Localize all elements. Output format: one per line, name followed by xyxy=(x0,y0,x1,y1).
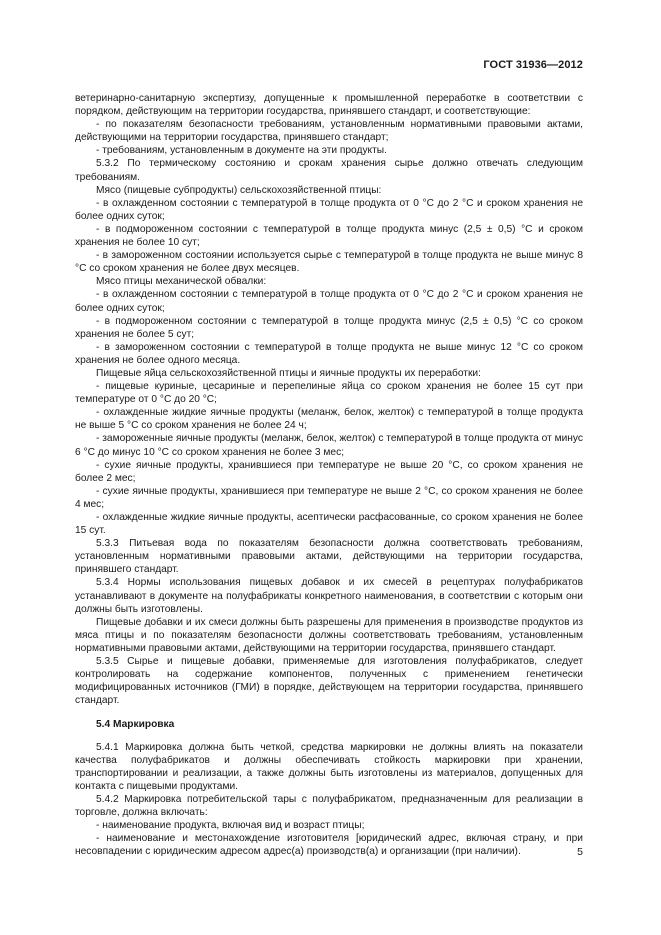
list-item-table-eggs: - пищевые куриные, цесариные и перепелиные яйца со сроком хранения не более 15 сут при температуре от 0 °C до 20 °C; xyxy=(75,381,583,406)
section-title-5-4: 5.4 Маркировка xyxy=(96,719,175,731)
clause-5-4-2: 5.4.2 Маркировка потребительской тары с полуфабрикатом, предназначенным для реализации в торговле, должна включать: xyxy=(75,793,583,818)
clause-5-4-1: 5.4.1 Маркировка должна быть четкой, средства маркировки не должны влиять на показатели качества полуфабрикатов и должны обеспечивать стойкость маркировки при хранении, транспортировании и реализации, а также должны быть изготовлены из материалов, допущенных для контакта с пищевыми продуктами. xyxy=(75,741,583,792)
list-item-document-requirements: - требованиям, установленным в документе на эти продукты. xyxy=(96,145,387,157)
clause-5-3-3: 5.3.3 Питьевая вода по показателям безопасности должна соответствовать требованиям, установленным нормативными правовыми актами, действующими на территории государства, принявшего стандарт. xyxy=(75,538,583,576)
list-item-product-name: - наименование продукта, включая вид и возраст птицы; xyxy=(96,820,365,832)
subheading-poultry-meat: Мясо (пищевые субпродукты) сельскохозяйственной птицы: xyxy=(96,184,382,196)
list-item-dry-egg-2c: - сухие яичные продукты, хранившиеся при температуре не выше 2 °C, со сроком хранения не более 4 мес; xyxy=(75,485,583,510)
list-item-subfrozen-meat: - в подмороженном состоянии с температурой в толще продукта минус (2,5 ± 0,5) °C и сроком хранения не более 10 сут; xyxy=(75,223,583,249)
document-body xyxy=(75,92,583,858)
list-item-subfrozen-mdm: - в подмороженном состоянии с температурой в толще продукта минус (2,5 ± 0,5) °C со сроком хранения не более 5 сут; xyxy=(75,315,583,340)
subheading-mechanically-deboned: Мясо птицы механической обвалки: xyxy=(96,276,267,288)
clause-5-3-2: 5.3.2 По термическому состоянию и срокам хранения сырье должно отвечать следующим требованиям. xyxy=(75,158,583,183)
page-header-standard-id: ГОСТ 31936—2012 xyxy=(483,59,583,71)
list-item-safety-requirements: - по показателям безопасности требованиям, установленным нормативными правовыми актами, действующими на территории государства, принявшего стандарт; xyxy=(75,119,583,144)
list-item-frozen-meat: - в замороженном состоянии используется сырье с температурой в толще продукта не выше минус 8 °C со сроком хранения не более двух месяцев. xyxy=(75,250,583,275)
subheading-eggs: Пищевые яйца сельскохозяйственной птицы и яичные продукты их переработки: xyxy=(96,367,481,379)
paragraph-continuation: ветеринарно-санитарную экспертизу, допущенные к промышленной переработке в соответствии с порядком, действующим на территории государства, принявшего стандарт, и соответствующие: xyxy=(75,93,583,118)
clause-5-3-4: 5.3.4 Нормы использования пищевых добавок и их смесей в рецептурах полуфабрикатов устанавливают в документе на полуфабрикаты конкретного наименования, в соответствии с которым они должны быть изготовлены. xyxy=(75,577,583,615)
list-item-frozen-mdm: - в замороженном состоянии с температурой в толще продукта не выше минус 12 °C со сроком хранения не более одного месяца. xyxy=(75,341,583,366)
list-item-chilled-mdm: - в охлажденном состоянии с температурой в толще продукта от 0 °C до 2 °C и сроком хранения не более одних суток; xyxy=(75,289,583,314)
list-item-chilled-meat: - в охлажденном состоянии с температурой в толще продукта от 0 °C до 2 °C и сроком хранения не более одних суток; xyxy=(75,197,583,222)
paragraph-food-additives: Пищевые добавки и их смеси должны быть разрешены для применения в производстве продуктов из мяса птицы и по показателям безопасности должны соответствовать требованиям, установленным нормативными правовыми актами, действующими на территории государства, принявшего стандарт. xyxy=(75,616,583,654)
list-item-chilled-egg-products: - охлажденные жидкие яичные продукты (меланж, белок, желток) с температурой в толще продукта не выше 5 °C со сроком хранения не более 24 ч; xyxy=(75,407,583,432)
list-item-aseptic-egg-products: - охлажденные жидкие яичные продукты, асептически расфасованные, со сроком хранения не более 15 сут. xyxy=(75,512,583,537)
list-item-manufacturer: - наименование и местонахождение изготовителя [юридический адрес, включая страну, и при несовпадении с юридическим адресом адрес(а) производств(а) и организации (при наличии). xyxy=(75,833,583,858)
page-number: 5 xyxy=(577,846,583,858)
list-item-frozen-egg-products: - замороженные яичные продукты (меланж, белок, желток) с температурой в толще продукта от минус 6 °C до минус 10 °C со сроком хранения не более 3 мес; xyxy=(75,433,583,458)
list-item-dry-egg-20c: - сухие яичные продукты, хранившиеся при температуре не выше 20 °C, со сроком хранения не более 2 мес; xyxy=(75,459,583,484)
clause-5-3-5: 5.3.5 Сырье и пищевые добавки, применяемые для изготовления полуфабрикатов, следует контролировать на содержание компонентов, полученных с применением генетически модифицированных источников (ГМИ) в порядке, действующем на территории государства, принявшего стандарт. xyxy=(75,656,583,707)
